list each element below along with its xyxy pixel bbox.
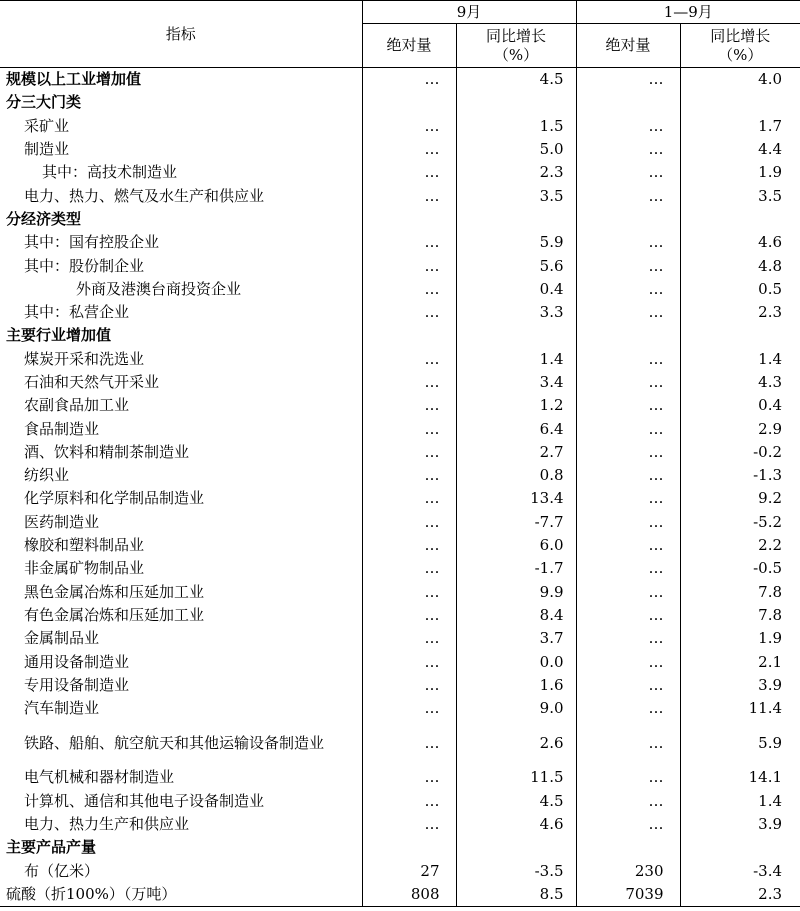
row-label: 黑色金属冶炼和压延加工业 (24, 582, 205, 601)
ytd-absolute-cell: … (576, 720, 680, 766)
row-label: 主要产品产量 (6, 838, 97, 857)
table-row (0, 581, 800, 604)
ytd-yoy-cell: 1.4 (680, 790, 800, 813)
sep-absolute-cell: … (362, 581, 456, 604)
ytd-yoy-cell: 4.3 (680, 371, 800, 394)
row-label: 分三大门类 (6, 93, 82, 112)
ytd-absolute-cell: … (576, 487, 680, 510)
row-label: 农副食品加工业 (24, 396, 130, 415)
ytd-yoy-cell: 7.8 (680, 581, 800, 604)
ytd-yoy-cell: -1.3 (680, 464, 800, 487)
table-row (0, 534, 800, 557)
ytd-absolute-cell: … (576, 348, 680, 371)
ytd-absolute-cell: … (576, 254, 680, 277)
row-label: 医药制造业 (24, 512, 100, 531)
table-row (0, 790, 800, 813)
row-label: 其中：国有控股企业 (24, 233, 160, 252)
sep-yoy-cell (456, 208, 576, 231)
table-row (0, 301, 800, 324)
row-label: 非金属矿物制品业 (24, 559, 145, 578)
row-label: 计算机、通信和其他电子设备制造业 (24, 791, 265, 810)
sep-absolute-cell: … (362, 417, 456, 440)
table-row (0, 371, 800, 394)
ytd-yoy-cell: -0.5 (680, 557, 800, 580)
sep-absolute-cell: … (362, 464, 456, 487)
ytd-yoy-cell: 2.3 (680, 301, 800, 324)
table-row (0, 138, 800, 161)
sep-absolute-cell (362, 836, 456, 859)
ytd-yoy-cell (680, 324, 800, 347)
row-label: 布（亿米） (24, 861, 100, 880)
sep-yoy-cell: 1.2 (456, 394, 576, 417)
ytd-yoy-cell: 3.9 (680, 813, 800, 836)
ytd-yoy-cell: 1.4 (680, 348, 800, 371)
ytd-absolute-cell: … (576, 68, 680, 92)
yoy-label-line1: 同比增长 (486, 26, 547, 45)
ytd-absolute-cell: … (576, 371, 680, 394)
sep-absolute-cell: … (362, 348, 456, 371)
row-label: 煤炭开采和洗选业 (24, 349, 145, 368)
ytd-yoy-cell: -0.2 (680, 441, 800, 464)
table-row (0, 278, 800, 301)
ytd-absolute-cell: … (576, 394, 680, 417)
table-row (0, 674, 800, 697)
ytd-absolute-cell: … (576, 650, 680, 673)
row-label: 其中：私营企业 (24, 303, 130, 322)
row-label: 有色金属冶炼和压延加工业 (24, 605, 205, 624)
yoy-label-line2: （%） (718, 45, 763, 64)
table-row (0, 883, 800, 907)
sep-absolute-cell: … (362, 813, 456, 836)
ytd-absolute-cell: … (576, 557, 680, 580)
sep-yoy-cell: 3.4 (456, 371, 576, 394)
ytd-yoy-cell: 14.1 (680, 766, 800, 789)
ytd-absolute-cell: … (576, 115, 680, 138)
sep-absolute-cell (362, 324, 456, 347)
sep-yoy-cell: 4.5 (456, 68, 576, 92)
row-label: 制造业 (24, 140, 70, 159)
ytd-absolute-cell: … (576, 766, 680, 789)
ytd-yoy-cell: -3.4 (680, 860, 800, 883)
sep-absolute-cell: … (362, 161, 456, 184)
ytd-absolute-cell: … (576, 441, 680, 464)
ytd-yoy-cell: 3.5 (680, 184, 800, 207)
sep-yoy-cell: 5.6 (456, 254, 576, 277)
ytd-yoy-cell: 4.0 (680, 68, 800, 92)
sep-yoy-cell: 9.0 (456, 697, 576, 720)
ytd-absolute-cell: … (576, 138, 680, 161)
section-row (0, 91, 800, 114)
row-label: 酒、饮料和精制茶制造业 (24, 442, 190, 461)
sep-absolute-cell: … (362, 278, 456, 301)
table-row (0, 720, 800, 766)
sep-yoy-cell: 8.5 (456, 883, 576, 907)
row-label: 电力、热力、燃气及水生产和供应业 (24, 186, 265, 205)
sep-absolute-cell: … (362, 674, 456, 697)
sep-yoy-header (456, 24, 576, 68)
sep-yoy-cell: 4.6 (456, 813, 576, 836)
ytd-absolute-cell: … (576, 674, 680, 697)
table-row (0, 254, 800, 277)
ytd-absolute-cell: … (576, 184, 680, 207)
row-label: 其中：股份制企业 (24, 256, 145, 275)
ytd-yoy-cell: 1.9 (680, 627, 800, 650)
ytd-yoy-cell: 2.1 (680, 650, 800, 673)
sep-yoy-cell: -3.5 (456, 860, 576, 883)
sep-yoy-cell: 6.0 (456, 534, 576, 557)
ytd-absolute-cell: … (576, 813, 680, 836)
ytd-absolute-cell: … (576, 464, 680, 487)
sep-absolute-cell (362, 208, 456, 231)
row-label: 分经济类型 (6, 209, 82, 228)
sep-absolute-cell: … (362, 627, 456, 650)
sep-yoy-cell: 6.4 (456, 417, 576, 440)
table-row (0, 627, 800, 650)
ytd-yoy-cell: 0.5 (680, 278, 800, 301)
sep-yoy-cell: 1.5 (456, 115, 576, 138)
ytd-yoy-cell: 4.8 (680, 254, 800, 277)
ytd-absolute-header: 绝对量 (576, 24, 680, 68)
table-row (0, 441, 800, 464)
table-row (0, 604, 800, 627)
row-label: 电气机械和器材制造业 (24, 768, 175, 787)
sep-absolute-cell: … (362, 441, 456, 464)
ytd-absolute-cell: … (576, 161, 680, 184)
sep-absolute-cell: … (362, 231, 456, 254)
row-label: 规模以上工业增加值 (6, 70, 142, 89)
sep-absolute-cell: 27 (362, 860, 456, 883)
sep-absolute-cell: … (362, 511, 456, 534)
ytd-absolute-cell: … (576, 534, 680, 557)
sep-absolute-cell: … (362, 790, 456, 813)
row-label: 橡胶和塑料制品业 (24, 536, 145, 555)
row-label: 金属制品业 (24, 629, 100, 648)
ytd-absolute-cell: … (576, 231, 680, 254)
ytd-absolute-cell: … (576, 278, 680, 301)
row-label: 纺织业 (24, 466, 70, 485)
row-label: 硫酸（折100%）（万吨） (0, 883, 362, 907)
row-label: 电力、热力生产和供应业 (24, 815, 190, 834)
ytd-yoy-cell: 9.2 (680, 487, 800, 510)
row-label: 外商及港澳台商投资企业 (76, 279, 242, 298)
row-label: 石油和天然气开采业 (24, 373, 160, 391)
sep-yoy-cell (456, 91, 576, 114)
ytd-absolute-cell: 230 (576, 860, 680, 883)
table-row (0, 650, 800, 673)
ytd-yoy-cell: 0.4 (680, 394, 800, 417)
sep-absolute-header: 绝对量 (362, 24, 456, 68)
ytd-absolute-cell: … (576, 581, 680, 604)
sep-yoy-cell: 5.0 (456, 138, 576, 161)
table-row (0, 115, 800, 138)
table-header (0, 1, 800, 68)
sep-absolute-cell: … (362, 487, 456, 510)
sep-absolute-cell: … (362, 138, 456, 161)
ytd-absolute-cell (576, 208, 680, 231)
table-row (0, 511, 800, 534)
sep-absolute-cell: … (362, 115, 456, 138)
row-label: 采矿业 (24, 116, 70, 135)
ytd-yoy-cell: 2.2 (680, 534, 800, 557)
ytd-yoy-cell: 7.8 (680, 604, 800, 627)
sep-absolute-cell: … (362, 650, 456, 673)
sep-yoy-cell: 3.3 (456, 301, 576, 324)
sep-yoy-cell: 3.5 (456, 184, 576, 207)
table-row (0, 348, 800, 371)
sep-yoy-cell: -7.7 (456, 511, 576, 534)
sep-absolute-cell: … (362, 371, 456, 394)
sep-absolute-cell: … (362, 766, 456, 789)
sep-yoy-cell: 1.6 (456, 674, 576, 697)
table-row (0, 860, 800, 883)
ytd-yoy-header (680, 24, 800, 68)
sep-yoy-cell: -1.7 (456, 557, 576, 580)
sep-absolute-cell: 808 (362, 883, 456, 907)
section-row (0, 68, 800, 92)
sep-yoy-cell: 11.5 (456, 766, 576, 789)
sep-absolute-cell: … (362, 720, 456, 766)
ytd-yoy-cell: 4.6 (680, 231, 800, 254)
yoy-label-line2: （%） (493, 45, 539, 64)
indicator-header: 指标 (0, 1, 362, 68)
ytd-absolute-cell (576, 91, 680, 114)
ytd-yoy-cell (680, 836, 800, 859)
sep-yoy-cell: 4.5 (456, 790, 576, 813)
sep-yoy-cell: 0.0 (456, 650, 576, 673)
table-row (0, 487, 800, 510)
ytd-yoy-cell: 11.4 (680, 697, 800, 720)
ytd-yoy-cell (680, 208, 800, 231)
row-label: 其中：高技术制造业 (42, 163, 178, 182)
sep-yoy-cell: 2.6 (456, 720, 576, 766)
sep-yoy-cell: 0.4 (456, 278, 576, 301)
table-row (0, 394, 800, 417)
sep-absolute-cell: … (362, 557, 456, 580)
ytd-absolute-cell: … (576, 604, 680, 627)
sep-absolute-cell: … (362, 254, 456, 277)
ytd-absolute-cell: 7039 (576, 883, 680, 907)
sep-yoy-cell: 2.7 (456, 441, 576, 464)
ytd-absolute-cell: … (576, 511, 680, 534)
table-row (0, 557, 800, 580)
sep-yoy-cell: 8.4 (456, 604, 576, 627)
section-row (0, 836, 800, 859)
sep-absolute-cell: … (362, 604, 456, 627)
sep-absolute-cell: … (362, 184, 456, 207)
sep-yoy-cell: 3.7 (456, 627, 576, 650)
ytd-absolute-cell: … (576, 697, 680, 720)
sep-yoy-cell: 0.8 (456, 464, 576, 487)
sep-yoy-cell (456, 836, 576, 859)
sep-yoy-cell: 2.3 (456, 161, 576, 184)
yoy-label-line1: 同比增长 (710, 26, 771, 45)
ytd-absolute-cell: … (576, 790, 680, 813)
row-label: 化学原料和化学制品制造业 (24, 489, 205, 508)
ytd-absolute-cell (576, 324, 680, 347)
ytd-yoy-cell: 4.4 (680, 138, 800, 161)
ytd-yoy-cell: 2.9 (680, 417, 800, 440)
table-row (0, 697, 800, 720)
table-row (0, 184, 800, 207)
ytd-absolute-cell: … (576, 417, 680, 440)
row-label: 食品制造业 (24, 419, 100, 438)
table-row (0, 464, 800, 487)
sep-absolute-cell (362, 91, 456, 114)
row-label: 主要行业增加值 (6, 326, 112, 345)
sep-yoy-cell: 13.4 (456, 487, 576, 510)
table-row (0, 766, 800, 789)
table-row (0, 161, 800, 184)
september-group-header: 9月 (362, 1, 576, 24)
sep-absolute-cell: … (362, 697, 456, 720)
ytd-yoy-cell: -5.2 (680, 511, 800, 534)
ytd-yoy-cell: 1.9 (680, 161, 800, 184)
table-row (0, 813, 800, 836)
ytd-absolute-cell (576, 836, 680, 859)
sep-absolute-cell: … (362, 394, 456, 417)
sep-yoy-cell: 1.4 (456, 348, 576, 371)
ytd-yoy-cell: 2.3 (680, 883, 800, 907)
ytd-group-header: 1—9月 (576, 1, 800, 24)
ytd-yoy-cell: 1.7 (680, 115, 800, 138)
sep-yoy-cell (456, 324, 576, 347)
row-label: 铁路、船舶、航空航天和其他运输设备制造业 (24, 734, 325, 753)
row-label: 专用设备制造业 (24, 675, 130, 694)
sep-yoy-cell: 5.9 (456, 231, 576, 254)
ytd-yoy-cell: 3.9 (680, 674, 800, 697)
row-label: 汽车制造业 (24, 699, 100, 718)
sep-yoy-cell: 9.9 (456, 581, 576, 604)
section-row (0, 324, 800, 347)
sep-absolute-cell: … (362, 68, 456, 92)
ytd-yoy-cell: 5.9 (680, 720, 800, 766)
ytd-absolute-cell: … (576, 627, 680, 650)
ytd-absolute-cell: … (576, 301, 680, 324)
table-row (0, 417, 800, 440)
table-body (0, 68, 800, 907)
sep-absolute-cell: … (362, 534, 456, 557)
row-label: 通用设备制造业 (24, 652, 130, 671)
ytd-yoy-cell (680, 91, 800, 114)
section-row (0, 208, 800, 231)
table-row (0, 231, 800, 254)
sep-absolute-cell: … (362, 301, 456, 324)
